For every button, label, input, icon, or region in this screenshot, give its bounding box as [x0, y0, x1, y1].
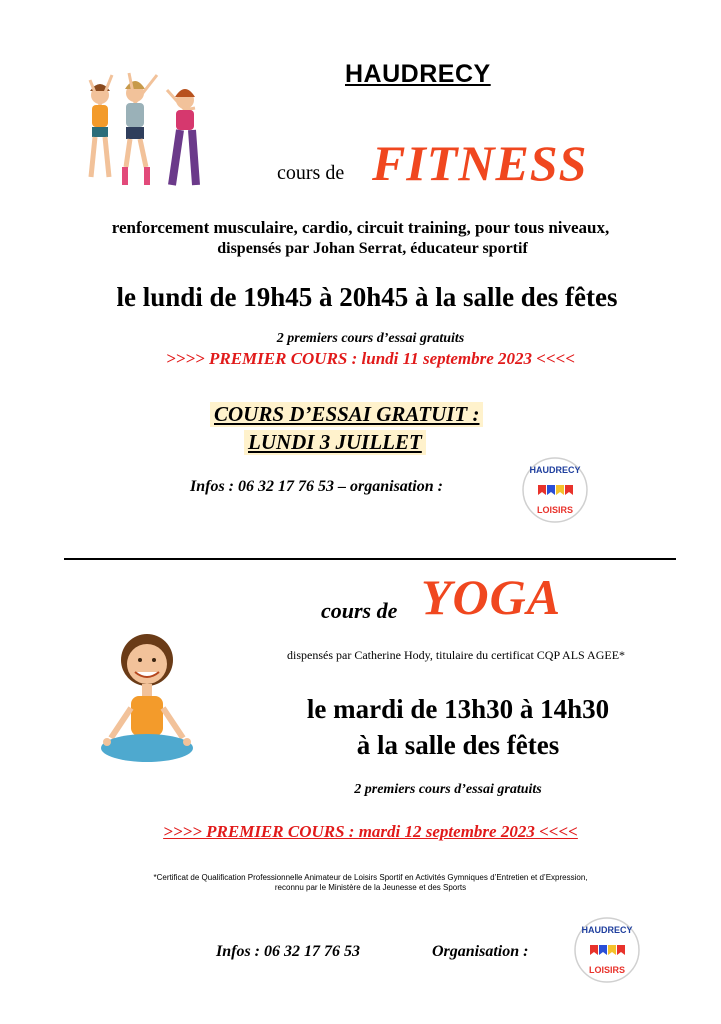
fitness-infos: Infos : 06 32 17 76 53 – organisation : [190, 478, 443, 495]
yoga-infos: Infos : 06 32 17 76 53 [216, 943, 361, 960]
fitness-description-line2: dispensés par Johan Serrat, éducateur sportif [217, 240, 528, 257]
yoga-organisation-label: Organisation : [432, 943, 529, 960]
section-divider [64, 558, 676, 560]
haudrecy-loisirs-logo [520, 455, 590, 525]
fitness-heading: FITNESS [372, 135, 588, 191]
fitness-schedule: le lundi de 19h45 à 20h45 à la salle des fêtes [116, 282, 618, 312]
yoga-schedule-line1: le mardi de 13h30 à 14h30 [306, 694, 610, 724]
yoga-heading: YOGA [421, 569, 562, 625]
fitness-cours-de: cours de [277, 162, 345, 184]
trial-course-line2: LUNDI 3 JUILLET [244, 430, 426, 455]
fitness-free-trial-note: 2 premiers cours d’essai gratuits [276, 331, 465, 346]
svg-text:LOISIRS: LOISIRS [588, 965, 626, 975]
certificate-footnote-line1: *Certificat de Qualification Professionnelle Animateur de Loisirs Sportif en Activités Gymniques d’Entretien et d’Expression, [153, 873, 588, 882]
yoga-free-trial-note: 2 premiers cours d’essai gratuits [354, 782, 542, 797]
svg-text:HAUDRECY: HAUDRECY [581, 925, 633, 935]
trial-course-line1: COURS D’ESSAI GRATUIT : [210, 402, 483, 427]
certificate-footnote-line2: reconnu par le Ministère de la Jeunesse et des Sports [274, 883, 467, 892]
yoga-cours-de: cours de [321, 598, 398, 623]
fitness-description-line1: renforcement musculaire, cardio, circuit training, pour tous niveaux, [111, 218, 610, 237]
svg-text:LOISIRS: LOISIRS [536, 505, 574, 515]
fitness-women-illustration [70, 55, 220, 205]
svg-text:HAUDRECY: HAUDRECY [529, 465, 581, 475]
fitness-first-course: >>>> PREMIER COURS : lundi 11 septembre 2023 <<<< [165, 349, 576, 368]
haudrecy-loisirs-logo [572, 915, 642, 985]
yoga-schedule-line2: à la salle des fêtes [356, 730, 560, 760]
page-title: HAUDRECY [345, 60, 491, 88]
yoga-first-course: >>>> PREMIER COURS : mardi 12 septembre 2023 <<<< [163, 822, 578, 841]
yoga-description: dispensés par Catherine Hody, titulaire du certificat CQP ALS AGEE* [287, 648, 626, 662]
